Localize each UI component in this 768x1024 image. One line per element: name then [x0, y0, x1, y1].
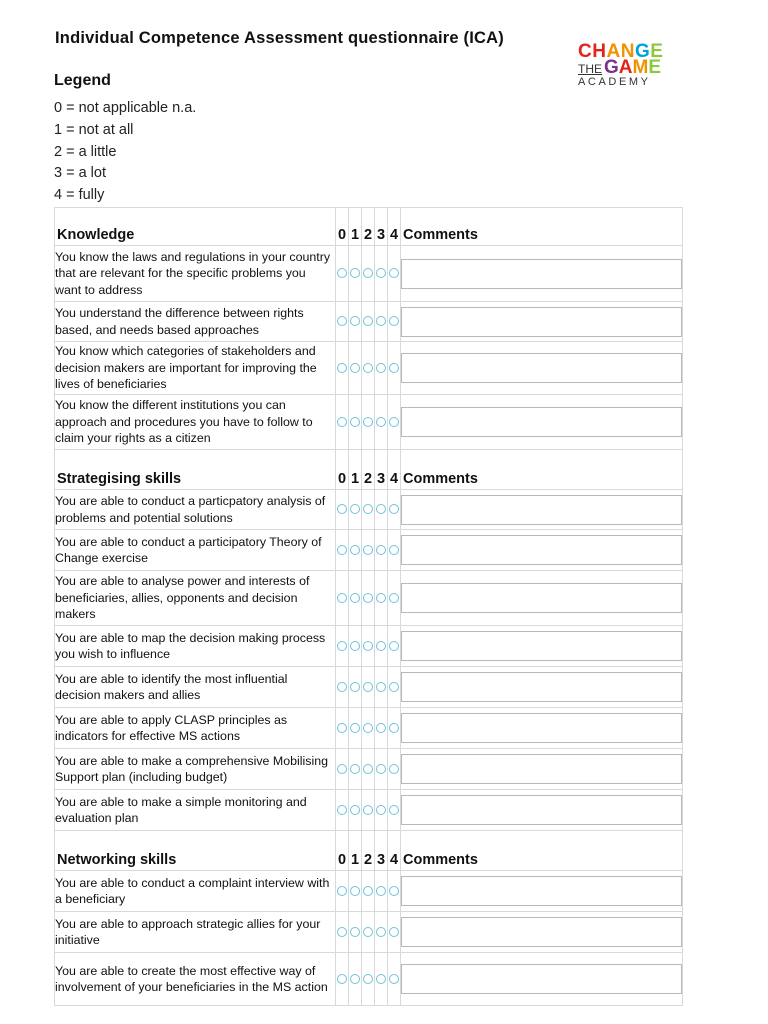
- rating-cell: [388, 626, 401, 667]
- rating-radio-1[interactable]: [350, 723, 360, 733]
- rating-cell: [388, 246, 401, 302]
- comment-field[interactable]: [401, 495, 682, 525]
- question-row: [55, 708, 683, 749]
- rating-radio-2[interactable]: [363, 363, 373, 373]
- rating-radio-1[interactable]: [350, 593, 360, 603]
- comment-field[interactable]: [401, 259, 682, 289]
- rating-cell: [362, 571, 375, 626]
- section-header-row: [55, 208, 683, 246]
- rating-radio-2[interactable]: [363, 593, 373, 603]
- rating-cell: [362, 749, 375, 790]
- rating-cell: [388, 571, 401, 626]
- question-row: [55, 912, 683, 953]
- rating-cell: [349, 490, 362, 530]
- rating-cell: [362, 912, 375, 953]
- rating-cell: [362, 790, 375, 831]
- scale-label-1: 1: [349, 450, 362, 490]
- rating-radio-0[interactable]: [337, 682, 347, 692]
- rating-cell: [388, 790, 401, 831]
- rating-radio-3[interactable]: [376, 363, 386, 373]
- legend-list: [54, 98, 196, 207]
- rating-radio-0[interactable]: [337, 641, 347, 651]
- question-row: [55, 790, 683, 831]
- rating-radio-4[interactable]: [389, 268, 399, 278]
- scale-label-3: 3: [375, 208, 388, 246]
- rating-cell: [336, 626, 349, 667]
- question-text: You are able to conduct a complaint interview with a beneficiary: [55, 871, 336, 912]
- scale-label-4: 4: [388, 208, 401, 246]
- rating-cell: [388, 912, 401, 953]
- comment-cell: [401, 530, 683, 571]
- rating-radio-4[interactable]: [389, 316, 399, 326]
- comment-field[interactable]: [401, 876, 682, 906]
- rating-radio-1[interactable]: [350, 805, 360, 815]
- legend-item: 1 = not at all: [54, 121, 134, 138]
- comment-cell: [401, 302, 683, 342]
- section-header-row: [55, 450, 683, 490]
- rating-radio-4[interactable]: [389, 363, 399, 373]
- rating-cell: [362, 395, 375, 450]
- rating-cell: [375, 302, 388, 342]
- rating-cell: [349, 626, 362, 667]
- rating-cell: [388, 708, 401, 749]
- rating-cell: [362, 708, 375, 749]
- section-heading: Strategising skills: [55, 450, 336, 490]
- rating-cell: [336, 490, 349, 530]
- rating-radio-4[interactable]: [389, 641, 399, 651]
- comments-header: Comments: [401, 831, 683, 871]
- question-text: You know which categories of stakeholders and decision makers are important for improving the lives of beneficiaries: [55, 342, 336, 395]
- rating-cell: [349, 912, 362, 953]
- question-row: [55, 871, 683, 912]
- comment-field[interactable]: [401, 631, 682, 661]
- rating-radio-3[interactable]: [376, 504, 386, 514]
- rating-radio-3[interactable]: [376, 723, 386, 733]
- section-header-row: [55, 831, 683, 871]
- rating-radio-2[interactable]: [363, 927, 373, 937]
- question-row: [55, 667, 683, 708]
- rating-radio-1[interactable]: [350, 268, 360, 278]
- rating-cell: [349, 749, 362, 790]
- rating-cell: [362, 342, 375, 395]
- comment-field[interactable]: [401, 917, 682, 947]
- rating-radio-3[interactable]: [376, 886, 386, 896]
- rating-radio-0[interactable]: [337, 593, 347, 603]
- page-title: Individual Competence Assessment questionnaire (ICA): [55, 29, 504, 47]
- rating-radio-2[interactable]: [363, 417, 373, 427]
- rating-cell: [375, 912, 388, 953]
- rating-cell: [336, 912, 349, 953]
- rating-cell: [375, 490, 388, 530]
- question-row: [55, 246, 683, 302]
- rating-cell: [375, 395, 388, 450]
- question-row: [55, 395, 683, 450]
- rating-radio-2[interactable]: [363, 268, 373, 278]
- rating-radio-3[interactable]: [376, 268, 386, 278]
- change-the-game-academy-logo: [574, 36, 678, 98]
- rating-radio-0[interactable]: [337, 363, 347, 373]
- scale-label-1: 1: [349, 831, 362, 871]
- comment-cell: [401, 953, 683, 1006]
- legend-item: 4 = fully: [54, 187, 105, 204]
- rating-cell: [362, 626, 375, 667]
- rating-cell: [362, 667, 375, 708]
- rating-cell: [388, 490, 401, 530]
- rating-cell: [336, 871, 349, 912]
- question-text: You know the different institutions you can approach and procedures you have to follow to claim your rights as a citizen: [55, 395, 336, 450]
- rating-cell: [362, 302, 375, 342]
- rating-cell: [375, 571, 388, 626]
- section-heading: Knowledge: [55, 208, 336, 246]
- scale-label-0: 0: [336, 450, 349, 490]
- question-text: You are able to map the decision making process you wish to influence: [55, 626, 336, 667]
- question-text: You are able to conduct a participatory Theory of Change exercise: [55, 530, 336, 571]
- comments-header: Comments: [401, 208, 683, 246]
- rating-cell: [375, 530, 388, 571]
- rating-cell: [388, 749, 401, 790]
- rating-cell: [375, 342, 388, 395]
- rating-radio-1[interactable]: [350, 417, 360, 427]
- rating-cell: [336, 246, 349, 302]
- rating-cell: [336, 708, 349, 749]
- rating-cell: [375, 667, 388, 708]
- rating-cell: [375, 708, 388, 749]
- scale-label-1: 1: [349, 208, 362, 246]
- rating-radio-4[interactable]: [389, 723, 399, 733]
- scale-label-2: 2: [362, 450, 375, 490]
- question-row: [55, 626, 683, 667]
- comment-field[interactable]: [401, 307, 682, 337]
- logo-line-change: CHANGE: [578, 41, 664, 62]
- question-text: You know the laws and regulations in your country that are relevant for the specific problems you want to address: [55, 246, 336, 302]
- rating-radio-0[interactable]: [337, 974, 347, 984]
- comment-cell: [401, 342, 683, 395]
- rating-radio-0[interactable]: [337, 886, 347, 896]
- rating-cell: [375, 626, 388, 667]
- rating-radio-4[interactable]: [389, 682, 399, 692]
- question-row: [55, 749, 683, 790]
- rating-cell: [388, 302, 401, 342]
- comment-cell: [401, 246, 683, 302]
- question-row: [55, 302, 683, 342]
- scale-label-2: 2: [362, 831, 375, 871]
- comment-cell: [401, 395, 683, 450]
- comment-cell: [401, 749, 683, 790]
- question-text: You are able to analyse power and interests of beneficiaries, allies, opponents and decision makers: [55, 571, 336, 626]
- rating-radio-1[interactable]: [350, 316, 360, 326]
- rating-cell: [375, 953, 388, 1006]
- rating-radio-3[interactable]: [376, 417, 386, 427]
- rating-cell: [349, 871, 362, 912]
- question-row: [55, 342, 683, 395]
- rating-radio-0[interactable]: [337, 504, 347, 514]
- question-text: You are able to apply CLASP principles as indicators for effective MS actions: [55, 708, 336, 749]
- question-row: [55, 530, 683, 571]
- rating-cell: [375, 790, 388, 831]
- question-text: You understand the difference between rights based, and needs based approaches: [55, 302, 336, 342]
- logo-line-the-game: THE GAME: [578, 57, 662, 78]
- rating-radio-0[interactable]: [337, 316, 347, 326]
- rating-radio-0[interactable]: [337, 764, 347, 774]
- scale-label-0: 0: [336, 208, 349, 246]
- rating-radio-2[interactable]: [363, 886, 373, 896]
- rating-cell: [336, 530, 349, 571]
- rating-radio-4[interactable]: [389, 886, 399, 896]
- rating-radio-2[interactable]: [363, 641, 373, 651]
- rating-radio-1[interactable]: [350, 363, 360, 373]
- rating-cell: [349, 571, 362, 626]
- rating-radio-4[interactable]: [389, 417, 399, 427]
- question-text: You are able to approach strategic allies for your initiative: [55, 912, 336, 953]
- rating-cell: [349, 667, 362, 708]
- rating-cell: [336, 395, 349, 450]
- comment-field[interactable]: [401, 672, 682, 702]
- rating-radio-3[interactable]: [376, 805, 386, 815]
- scale-label-0: 0: [336, 831, 349, 871]
- question-row: [55, 953, 683, 1006]
- rating-radio-0[interactable]: [337, 805, 347, 815]
- rating-radio-1[interactable]: [350, 641, 360, 651]
- rating-cell: [362, 530, 375, 571]
- rating-cell: [349, 708, 362, 749]
- logo-line-academy: ACADEMY: [578, 76, 651, 88]
- rating-cell: [349, 302, 362, 342]
- comment-field[interactable]: [401, 583, 682, 613]
- rating-cell: [336, 302, 349, 342]
- rating-radio-2[interactable]: [363, 805, 373, 815]
- rating-cell: [336, 342, 349, 395]
- comment-cell: [401, 571, 683, 626]
- rating-radio-1[interactable]: [350, 504, 360, 514]
- rating-radio-2[interactable]: [363, 545, 373, 555]
- rating-cell: [362, 953, 375, 1006]
- rating-radio-2[interactable]: [363, 974, 373, 984]
- rating-radio-1[interactable]: [350, 545, 360, 555]
- rating-radio-3[interactable]: [376, 764, 386, 774]
- rating-radio-3[interactable]: [376, 927, 386, 937]
- rating-radio-1[interactable]: [350, 764, 360, 774]
- rating-cell: [388, 667, 401, 708]
- rating-cell: [388, 342, 401, 395]
- scale-label-4: 4: [388, 450, 401, 490]
- comments-header: Comments: [401, 450, 683, 490]
- comment-field[interactable]: [401, 795, 682, 825]
- rating-cell: [349, 790, 362, 831]
- rating-cell: [362, 871, 375, 912]
- rating-radio-4[interactable]: [389, 974, 399, 984]
- rating-radio-0[interactable]: [337, 723, 347, 733]
- rating-radio-4[interactable]: [389, 764, 399, 774]
- comment-cell: [401, 790, 683, 831]
- question-text: You are able to make a simple monitoring and evaluation plan: [55, 790, 336, 831]
- rating-cell: [349, 342, 362, 395]
- rating-radio-4[interactable]: [389, 545, 399, 555]
- scale-label-3: 3: [375, 450, 388, 490]
- comment-cell: [401, 626, 683, 667]
- comment-field[interactable]: [401, 754, 682, 784]
- question-text: You are able to make a comprehensive Mobilising Support plan (including budget): [55, 749, 336, 790]
- question-row: [55, 571, 683, 626]
- rating-cell: [388, 953, 401, 1006]
- comment-field[interactable]: [401, 407, 682, 437]
- rating-cell: [336, 749, 349, 790]
- comment-field[interactable]: [401, 713, 682, 743]
- rating-radio-4[interactable]: [389, 504, 399, 514]
- scale-label-2: 2: [362, 208, 375, 246]
- legend-title: Legend: [54, 72, 111, 89]
- legend-item: 3 = a lot: [54, 165, 106, 182]
- rating-cell: [336, 790, 349, 831]
- rating-radio-4[interactable]: [389, 593, 399, 603]
- rating-cell: [388, 530, 401, 571]
- rating-cell: [349, 246, 362, 302]
- legend-item: 2 = a little: [54, 143, 117, 160]
- rating-cell: [375, 749, 388, 790]
- rating-radio-1[interactable]: [350, 682, 360, 692]
- rating-cell: [388, 871, 401, 912]
- rating-radio-3[interactable]: [376, 682, 386, 692]
- section-heading: Networking skills: [55, 831, 336, 871]
- rating-radio-4[interactable]: [389, 927, 399, 937]
- question-row: [55, 490, 683, 530]
- rating-radio-2[interactable]: [363, 764, 373, 774]
- question-text: You are able to conduct a particpatory analysis of problems and potential solutions: [55, 490, 336, 530]
- comment-cell: [401, 912, 683, 953]
- comment-cell: [401, 667, 683, 708]
- assessment-table: [54, 207, 683, 1006]
- rating-radio-3[interactable]: [376, 974, 386, 984]
- rating-cell: [336, 667, 349, 708]
- rating-radio-2[interactable]: [363, 723, 373, 733]
- rating-radio-0[interactable]: [337, 927, 347, 937]
- rating-radio-4[interactable]: [389, 805, 399, 815]
- rating-radio-3[interactable]: [376, 545, 386, 555]
- question-text: You are able to create the most effective way of involvement of your beneficiaries in the MS action: [55, 953, 336, 1006]
- comment-cell: [401, 871, 683, 912]
- scale-label-3: 3: [375, 831, 388, 871]
- comment-cell: [401, 708, 683, 749]
- legend-item: 0 = not applicable n.a.: [54, 100, 197, 116]
- rating-radio-0[interactable]: [337, 545, 347, 555]
- rating-radio-3[interactable]: [376, 641, 386, 651]
- rating-cell: [349, 530, 362, 571]
- rating-radio-2[interactable]: [363, 316, 373, 326]
- rating-radio-1[interactable]: [350, 886, 360, 896]
- rating-radio-0[interactable]: [337, 268, 347, 278]
- rating-radio-2[interactable]: [363, 682, 373, 692]
- rating-cell: [362, 246, 375, 302]
- rating-cell: [362, 490, 375, 530]
- rating-cell: [336, 571, 349, 626]
- scale-label-4: 4: [388, 831, 401, 871]
- rating-cell: [336, 953, 349, 1006]
- comment-field[interactable]: [401, 535, 682, 565]
- rating-cell: [349, 395, 362, 450]
- comment-cell: [401, 490, 683, 530]
- rating-radio-0[interactable]: [337, 417, 347, 427]
- rating-cell: [375, 871, 388, 912]
- rating-radio-1[interactable]: [350, 974, 360, 984]
- rating-cell: [388, 395, 401, 450]
- question-text: You are able to identify the most influential decision makers and allies: [55, 667, 336, 708]
- rating-cell: [375, 246, 388, 302]
- rating-radio-3[interactable]: [376, 316, 386, 326]
- rating-cell: [349, 953, 362, 1006]
- rating-radio-3[interactable]: [376, 593, 386, 603]
- comment-field[interactable]: [401, 353, 682, 383]
- rating-radio-1[interactable]: [350, 927, 360, 937]
- rating-radio-2[interactable]: [363, 504, 373, 514]
- comment-field[interactable]: [401, 964, 682, 994]
